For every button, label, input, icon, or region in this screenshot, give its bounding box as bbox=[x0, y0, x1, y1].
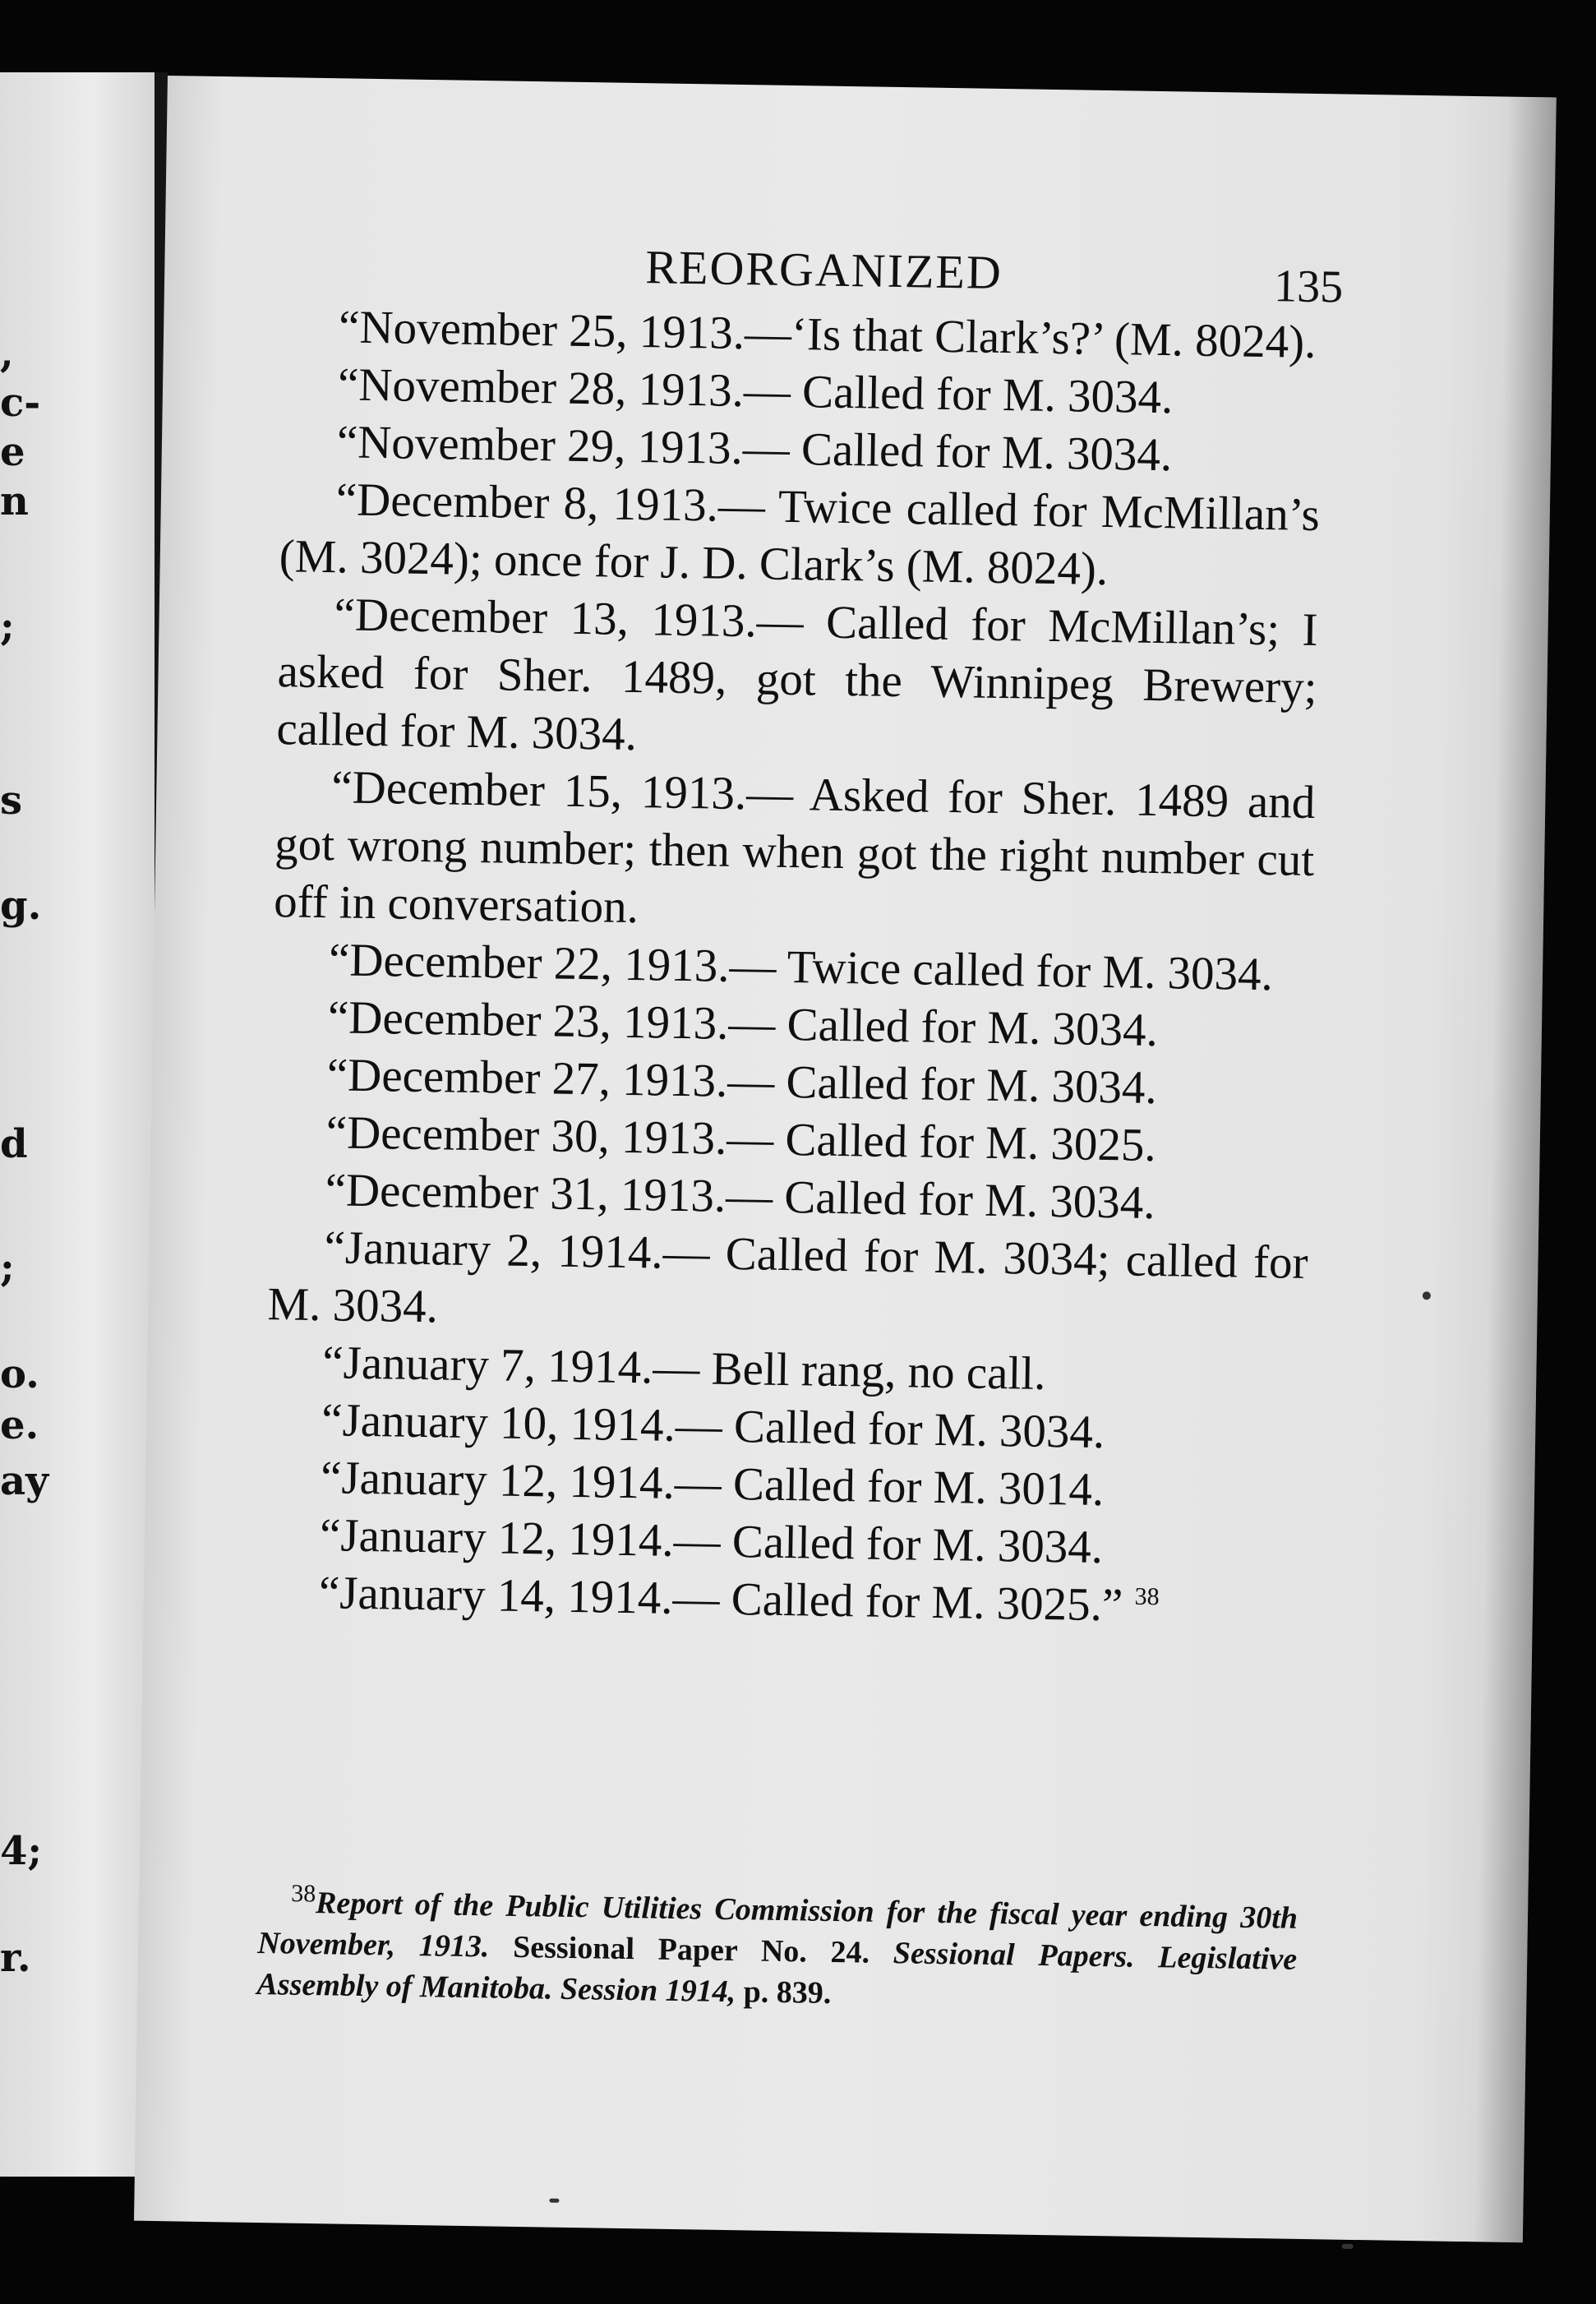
log-entry: “November 25, 1913.—‘Is that Clark’s?’ (M. 8024). bbox=[338, 301, 1317, 368]
log-entry: “December 30, 1913.— Called for M. 3025. bbox=[325, 1106, 1157, 1172]
left-page-fragment: o. bbox=[0, 1351, 39, 1397]
log-entry: “December 23, 1913.— Called for M. 3034. bbox=[327, 991, 1159, 1057]
log-entry: “December 22, 1913.— Twice called for M. 3034. bbox=[328, 934, 1274, 1001]
footnote-reference: 38 bbox=[1134, 1582, 1160, 1611]
footnote-source: Sessional Papers. Legislative Assembly of Manitoba. Session 1914, bbox=[256, 1936, 1298, 2010]
left-page-fragment: e. bbox=[0, 1402, 39, 1448]
left-page-fragment: g. bbox=[0, 883, 42, 929]
left-page-fragment: e bbox=[0, 429, 25, 475]
left-page-fragment: c- bbox=[0, 380, 41, 426]
footnote-page-ref: p. 839. bbox=[743, 1974, 832, 2011]
left-page-fragment: ; bbox=[0, 1244, 15, 1291]
body-text bbox=[262, 298, 1322, 1637]
page-edge-shadow bbox=[1474, 97, 1557, 2243]
running-head: REORGANIZED bbox=[644, 240, 1003, 299]
log-entry: “December 15, 1913.— Asked for Sher. 1489 and got wrong number; then when got the right number cut off in conversation. bbox=[273, 761, 1316, 934]
footnote-marker: 38 bbox=[291, 1879, 316, 1908]
left-page-fragment: r. bbox=[0, 1935, 31, 1981]
left-page-fragment: 4; bbox=[0, 1828, 43, 1874]
log-entry: “January 10, 1914.— Called for M. 3034. bbox=[321, 1394, 1105, 1459]
left-page-edge bbox=[0, 72, 155, 2177]
scan-speck bbox=[549, 2199, 559, 2203]
book-page bbox=[134, 76, 1557, 2242]
footnote-paper-number: Sessional Paper No. 24. bbox=[512, 1929, 870, 1970]
left-page-fragment: d bbox=[0, 1121, 28, 1167]
page-number: 135 bbox=[1273, 261, 1344, 313]
log-entry: “December 8, 1913.— Twice called for McMillan’s (M. 3024); once for J. D. Clark’s (M. 8024). bbox=[279, 473, 1321, 596]
log-entry: “November 29, 1913.— Called for M. 3034. bbox=[336, 416, 1173, 482]
left-page-fragment: ay bbox=[0, 1458, 48, 1504]
footnote-report-title: Report of the Public Utilities Commission for the fiscal year ending 30th November, 1913. bbox=[256, 1886, 1298, 1965]
log-entry: “November 28, 1913.— Called for M. 3034. bbox=[337, 358, 1174, 424]
log-entry: “December 13, 1913.— Called for McMillan’s; I asked for Sher. 1489, got the Winnipeg Brewery; called for M. 3034. bbox=[276, 589, 1319, 761]
scan-speck bbox=[1423, 1291, 1431, 1300]
log-entry-text: “January 14, 1914.— Called for M. 3025.” bbox=[318, 1567, 1123, 1632]
log-entry: “December 27, 1913.— Called for M. 3034. bbox=[326, 1049, 1158, 1115]
left-page-fragment: s bbox=[0, 778, 23, 824]
log-entry: “January 2, 1914.— Called for M. 3034; called for M. 3034. bbox=[267, 1221, 1308, 1333]
log-entry: “January 12, 1914.— Called for M. 3034. bbox=[319, 1509, 1104, 1574]
left-page-fragment: n bbox=[0, 478, 29, 524]
footnote bbox=[256, 1879, 1298, 2021]
left-page-fragment: ; bbox=[0, 603, 15, 649]
log-entry: “January 7, 1914.— Bell rang, no call. bbox=[321, 1337, 1046, 1400]
log-entry: “January 12, 1914.— Called for M. 3014. bbox=[320, 1452, 1105, 1517]
log-entry: “December 31, 1913.— Called for M. 3034. bbox=[325, 1164, 1156, 1230]
scan-speck bbox=[1342, 2244, 1354, 2249]
left-page-fragment: , bbox=[0, 330, 14, 376]
